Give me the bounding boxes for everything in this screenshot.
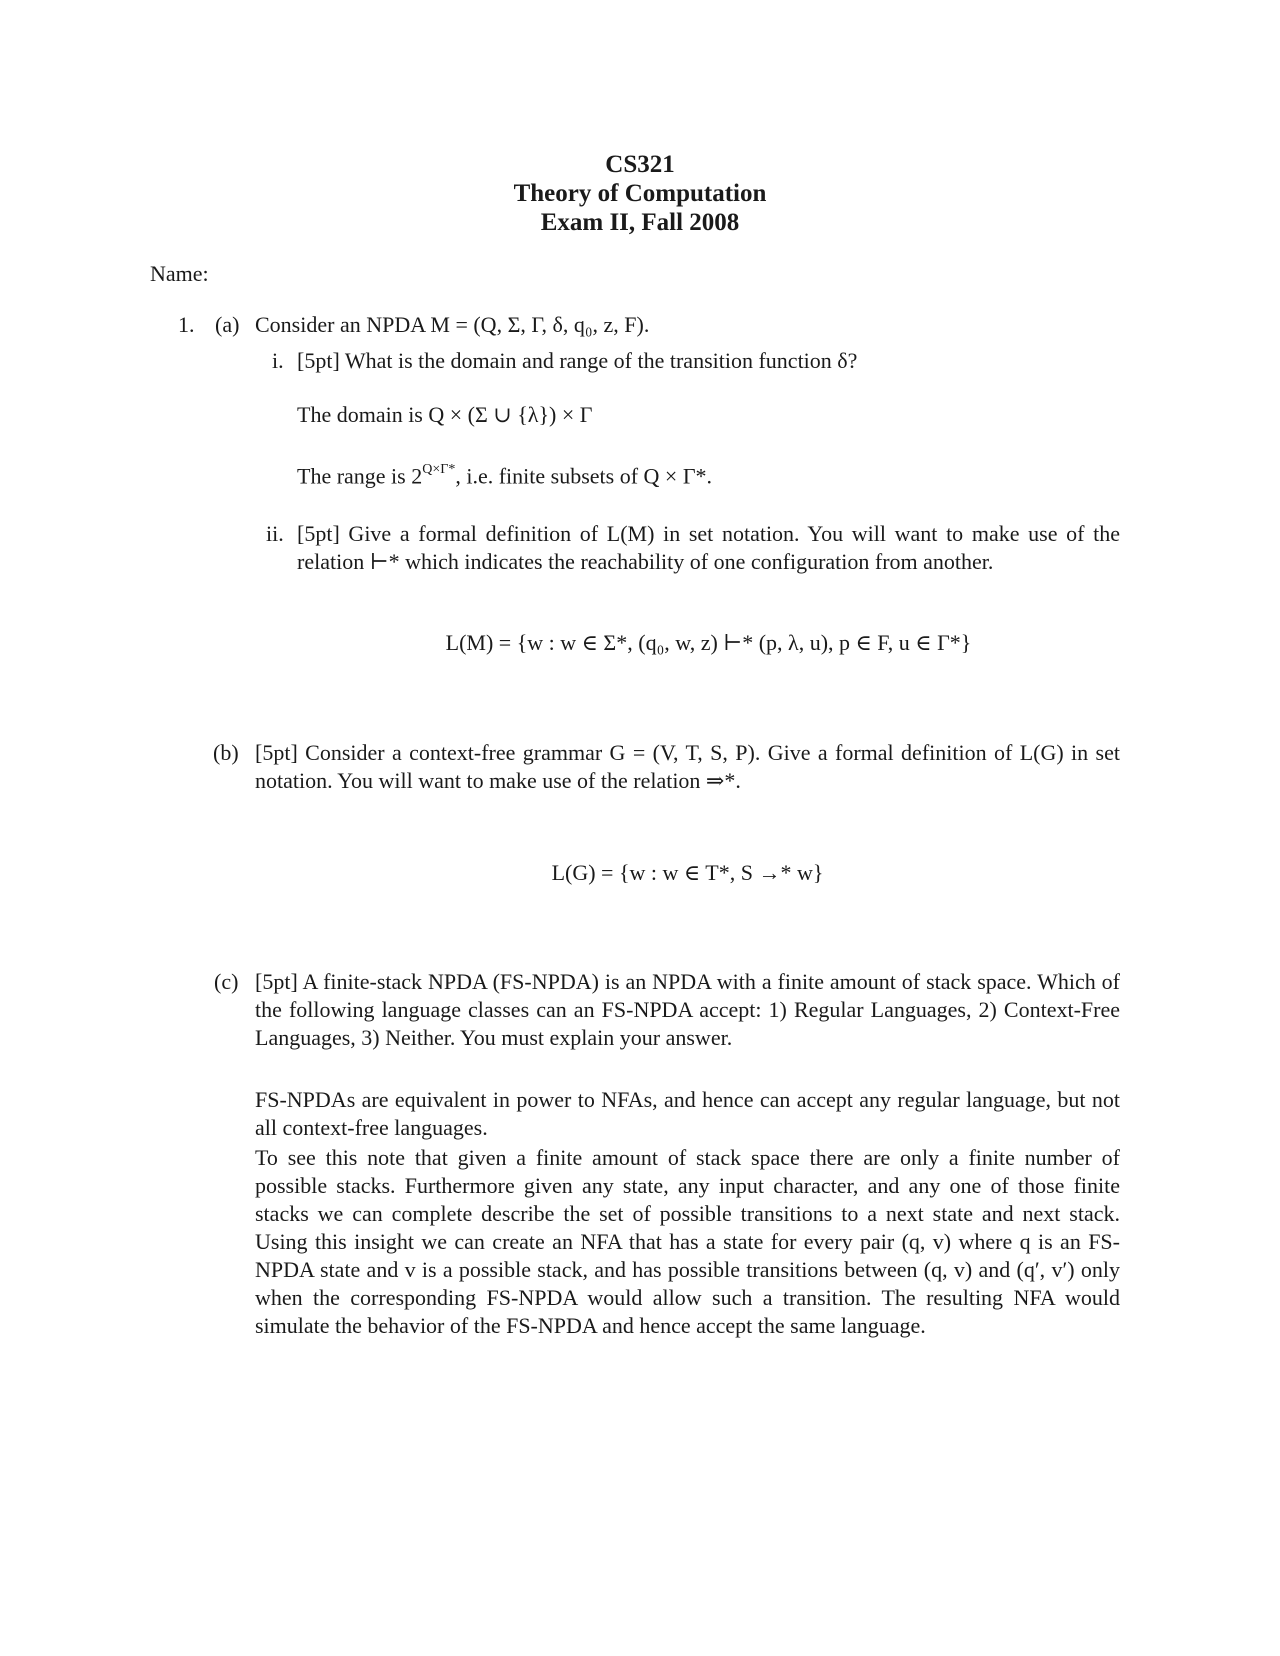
name-label: Name: bbox=[150, 261, 209, 286]
part-c-answer-paragraph-2: To see this note that given a finite amount of stack space there are only a finite number of possible stacks. Furthermore given any state, any input character, and any one of those finite stacks we can complete describe the set of possible transitions to a next state and next stack. Using this insight we can create an NFA that has a state for every pair (q, v) where q is an FS-NPDA state and v is a possible stack, and has possible transitions between (q, v) and (q′, v′) only when the corresponding FS-NPDA would allow such a transition. The resulting NFA would simulate the behavior of the FS-NPDA and hence accept the same language. bbox=[255, 1145, 1120, 1338]
subpart-i-prompt: [5pt] What is the domain and range of the transition function δ? bbox=[297, 348, 858, 373]
lm-definition: L(M) = {w : w ∈ Σ*, (q₀, w, z) ⊢* (p, λ, u), p ∈ F, u ∈ Γ*} bbox=[445, 630, 972, 655]
part-c-prompt: [5pt] A finite-stack NPDA (FS-NPDA) is an NPDA with a finite amount of stack space. Which of the following language classes can an FS-NPDA accept: 1) Regular Languages, 2) Context-Free Languages, 3) Neither. You must explain your answer. bbox=[255, 969, 1120, 1050]
subpart-ii-prompt: [5pt] Give a formal definition of L(M) in set notation. You will want to make use of the relation ⊢* which indicates the reachability of one configuration from another. bbox=[297, 521, 1120, 574]
course-subject: Theory of Computation bbox=[513, 180, 767, 207]
range-answer-prefix: The range is 2 bbox=[297, 463, 423, 489]
question-number: 1. bbox=[178, 312, 195, 337]
subpart-i-label: i. bbox=[272, 348, 284, 373]
range-answer-suffix: , i.e. finite subsets of Q × Γ*. bbox=[455, 463, 713, 489]
part-c-answer-paragraph-1: FS-NPDAs are equivalent in power to NFAs, and hence can accept any regular language, but not all context-free languages. bbox=[255, 1087, 1120, 1140]
range-answer bbox=[297, 458, 1097, 490]
part-c-label: (c) bbox=[214, 969, 239, 994]
part-b-label: (b) bbox=[213, 740, 239, 765]
lg-definition: L(G) = {w : w ∈ T*, S →* w} bbox=[551, 860, 824, 885]
part-a-label: (a) bbox=[215, 312, 240, 337]
part-a-prompt: Consider an NPDA M = (Q, Σ, Γ, δ, q₀, z, F). bbox=[255, 312, 650, 337]
domain-answer: The domain is Q × (Σ ∪ {λ}) × Γ bbox=[297, 402, 593, 427]
part-b-prompt: [5pt] Consider a context-free grammar G = (V, T, S, P). Give a formal definition of L(G) in set notation. You will want to make use of the relation ⇒*. bbox=[255, 740, 1120, 793]
exam-title: Exam II, Fall 2008 bbox=[540, 209, 740, 236]
exam-header bbox=[0, 150, 1280, 237]
range-answer-exponent: Q×Γ* bbox=[422, 462, 456, 477]
course-code: CS321 bbox=[605, 151, 675, 178]
subpart-ii-label: ii. bbox=[266, 521, 284, 546]
